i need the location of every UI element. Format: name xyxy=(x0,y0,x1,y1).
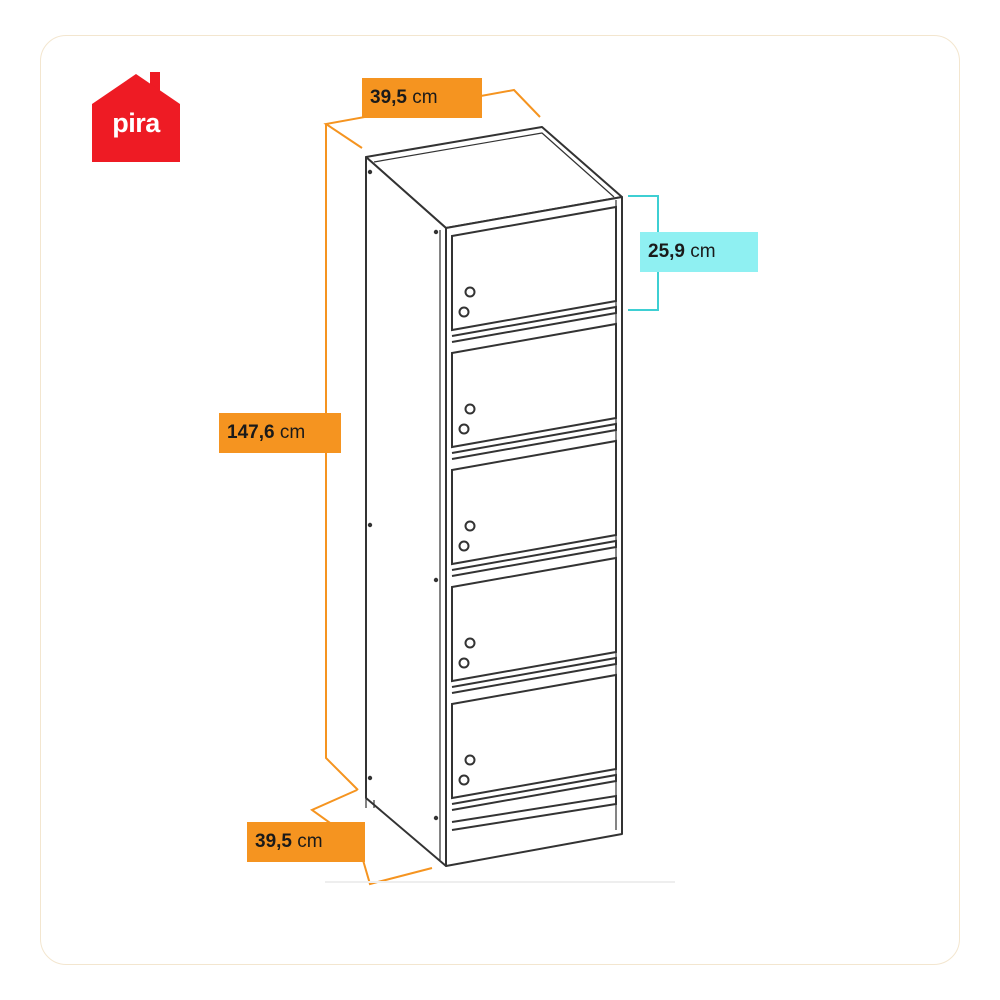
door-knob-icon xyxy=(466,522,475,531)
door-knob-icon xyxy=(466,756,475,765)
drawer-height-label: 25,9 cm xyxy=(640,232,758,272)
door-knob-icon xyxy=(460,308,469,317)
compartment-group xyxy=(452,207,616,810)
total-height-label: 147,6 cm xyxy=(219,413,341,453)
door-knob-icon xyxy=(460,659,469,668)
cabinet-side-panel xyxy=(366,157,446,866)
door-knob-icon xyxy=(466,288,475,297)
door-knob-icon xyxy=(460,542,469,551)
door-knob-icon xyxy=(460,425,469,434)
door-knob-icon xyxy=(466,405,475,414)
door-knob-icon xyxy=(460,776,469,785)
door-knob-icon xyxy=(466,639,475,648)
bottom-depth-label: 39,5 cm xyxy=(247,822,365,862)
top-width-label: 39,5 cm xyxy=(362,78,482,118)
total-height-dimension-line xyxy=(326,124,358,790)
logo-text: pira xyxy=(112,108,160,138)
